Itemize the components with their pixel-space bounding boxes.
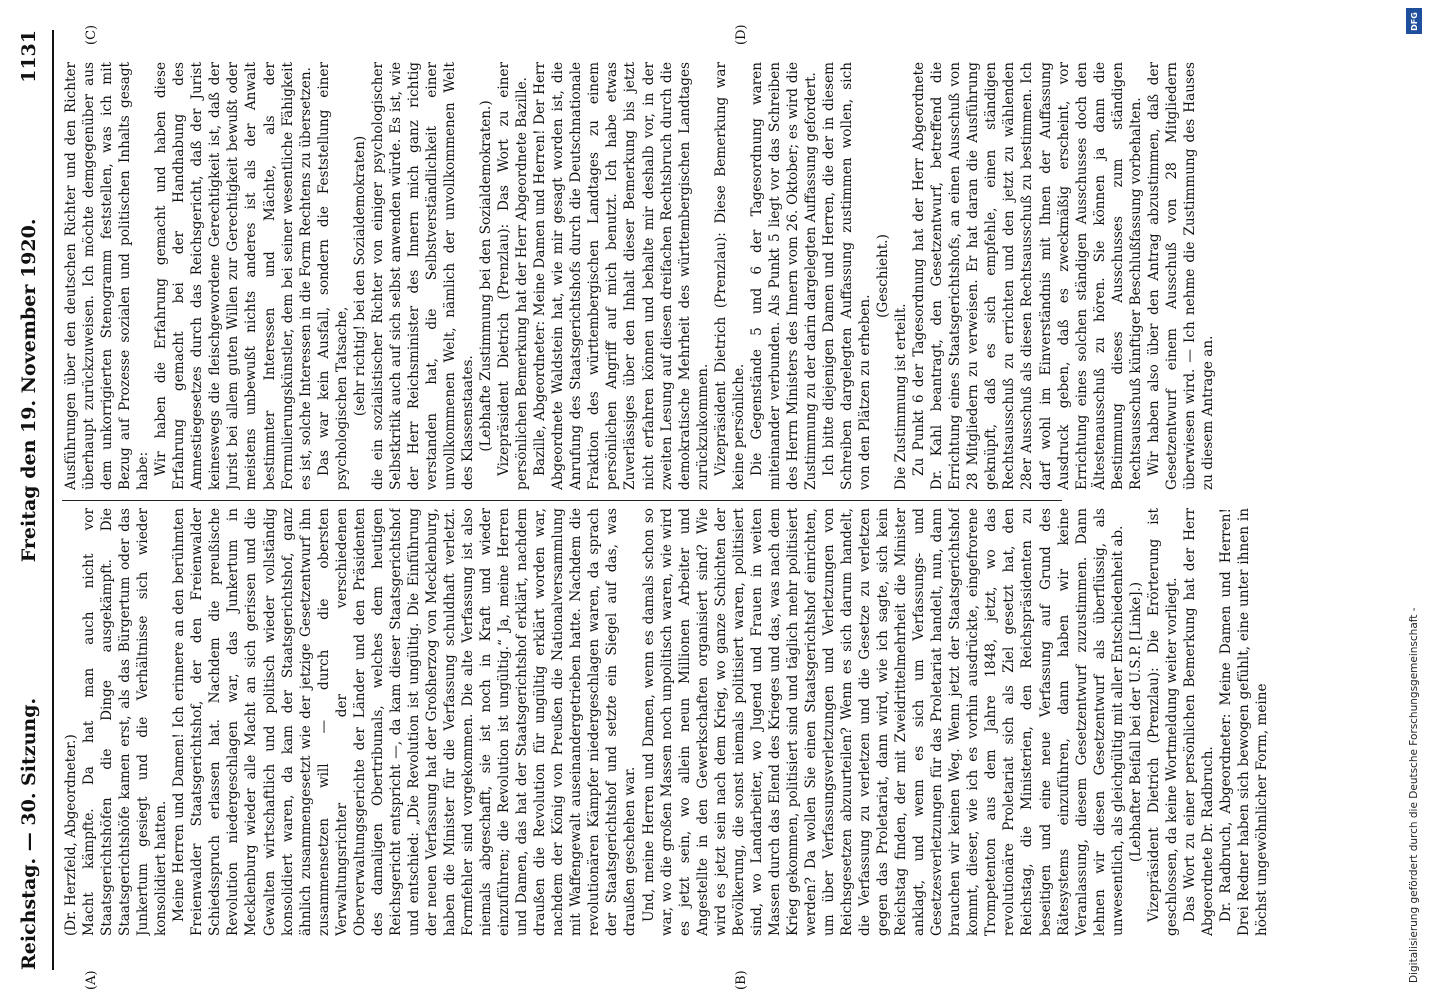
header-left: Reichstag. — 30. Sitzung. <box>18 697 40 970</box>
paragraph: Wir haben die Erfahrung gemacht und haben diese Erfahrung gemacht bei der Handhabung des Amnestiegesetzes durch das Reichsgericht, daß der Jurist keineswegs die fleischgewordene Gerechtigkeit ist, daß der Jurist bei allem guten Willen zur Gerechtigkeit bewußt oder meistens unbewußt nichts anderes ist als der Anwalt bestimmter Interessen und Mächte, als der Formulierungskünstler, dem bei seiner wesentliche Fähigkeit es ist, solche Interessen in die Form Rechtens zu übersetzen. <box>153 62 314 490</box>
reaction-line: (Geschieht.) <box>875 234 892 318</box>
right-column <box>62 62 1374 490</box>
dfg-logo: DFG <box>1406 8 1422 34</box>
margin-marker-d: (D) <box>734 24 749 45</box>
page-header <box>18 30 48 970</box>
paragraph: Die Gegenstände 5 und 6 der Tagesordnung waren miteinander verbunden. Als Punkt 5 liegt vor das Schreiben des Herrn Ministers des Innern vom 26. Oktober; es wird die Zustimmung zu der darin dargelegten Auffassung gefordert. <box>748 62 819 490</box>
paragraph: Und, meine Herren und Damen, wenn es damals schon so war, wo die großen Massen noch unpolitisch waren, wie wird es jetzt sein, wo allein neun Millionen Arbeiter und Angestellte in den Gewerkschaften organisiert sind? Wie wird es jetzt sein nach dem Krieg, wo ganze Schichten der Bevölkerung, die sonst niemals politisiert waren, politisiert sind, wo Landarbeiter, wo Jugend und Frauen in weiten Massen durch das Elend des Krieges und das, was nach dem Krieg gekommen, politisiert sind und täglich mehr politisiert werden? Da wollen Sie einen Staatsgerichtshof einrichten, um über Verfassungsverletzungen und Verletzungen von Reichsgesetzen abzuurteilen? Wenn es sich darum handelt, die Verfassung zu verletzen und die Gesetze zu verletzen gegen das Proletariat, dann wird, wie ich sagte, sich kein Reichstag finden, der mit Zweidrittelmehrheit die Minister anklagt, und wenn es sich um Verfassungs- und Gesetzesverletzungen für das Proletariat handelt, nun, dann brauchen wir keinen Weg. Wenn jetzt der Staatsgerichtshof kommt, dieser, wie ich es vorhin ausdrückte, eingefrorene Trompetenton aus dem Jahre 1848, jetzt, wo das revolutionäre Proletariat sich als Ziel gesetzt hat, den Reichstag, die Ministerien, den Reichspräsidenten zu beseitigen und eine neue Verfassung auf Grund des Rätesystems einzuführen, dann haben wir keine Veranlassung, diesem Gesetzentwurf zuzustimmen. Dann lehnen wir diesen Gesetzentwurf als überflüssig, als unwesentlich, als gleichgültig mit aller Entschiedenheit ab. <box>640 508 1126 936</box>
left-column <box>62 508 1374 936</box>
paragraph: Wir haben also über den Antrag abzustimmen, daß der Gesetzentwurf einem Ausschuß von 28 Mitgliedern überwiesen wird. — Ich nehme die Zustimmung des Hauses zu diesem Antrage an. <box>1145 62 1216 490</box>
margin-marker-b: (B) <box>734 970 749 990</box>
paragraph: Ich bitte diejenigen Damen und Herren, die der in diesem Schreiben dargelegten Auffassung zustimmen wollen, sich von den Plätzen zu erheben. <box>820 62 874 490</box>
reaction-line: (Lebhafter Beifall bei der U.S.P. [Linke].) <box>1127 581 1144 863</box>
paragraph: Vizepräsident Dietrich (Prenzlau): Die Erörterung ist geschlossen, da keine Wortmeldung weiter vorliegt. <box>1145 508 1180 936</box>
paragraph: die ein sozialistischer Richter von einiger psychologischer Selbstkritik auch auf sich selbst anwenden würde. Es ist, wie der Herr Reichsminister des Innern mich ganz richtig verstanden hat, die Selbstverständlichkeit einer unvollkommenen Welt, nämlich der unvollkommenen Welt des Klassenstaates. <box>369 62 477 490</box>
document-page <box>4 0 1384 1000</box>
paragraph: Dr. Radbruch, Abgeordneter: Meine Damen und Herren! Drei Redner haben sich bewogen gefühlt, eine unter ihnen in höchst ungewöhnlicher Form, meine <box>1218 508 1271 936</box>
reaction-line: (Lebhafte Zustimmung bei den Sozialdemokraten.) <box>478 100 495 452</box>
paragraph: Bazille, Abgeordneter: Meine Damen und Herren! Der Herr Abgeordnete Waldstein hat, wie mir gesagt worden ist, die Anrufung des Staatsgerichtshofs durch die Deutschnationale Fraktion des württembergischen Landtages zu einem persönlichen Angriff auf mich benutzt. Ich habe etwas Zuverlässiges über den Inhalt dieser Bemerkung bis jetzt nicht erfahren können und behalte mir deshalb vor, in der zweiten Lesung auf diesen dreifachen Rechtsbruch durch die demokratische Mehrheit des württembergischen Landtages zurückzukommen. <box>532 62 711 490</box>
header-center: Freitag den 19. November 1920. <box>18 218 40 563</box>
paragraph: Vizepräsident Dietrich (Prenzlau): Diese Bemerkung war keine persönliche. <box>712 62 747 490</box>
margin-marker-c: (C) <box>84 24 99 45</box>
column-divider <box>62 500 1062 501</box>
paragraph: Vizepräsident Dietrich (Prenzlau): Das Wort zu einer persönlichen Bemerkung hat der Herr Abgeordnete Bazille. <box>496 62 531 490</box>
paragraph: Die Zustimmung ist erteilt. <box>893 303 910 490</box>
digitization-sidebar <box>1396 8 1432 998</box>
page-number: 1131 <box>18 30 40 83</box>
paragraph: Zu Punkt 6 der Tagesordnung hat der Herr Abgeordnete Dr. Kahl beantragt, den Gesetzentwurf, betreffend die Errichtung eines Staatsgerichtshofs, an einen Ausschuß von 28 Mitgliedern zu verweisen. Er hat daran die Ausführung geknüpft, daß es sich empfehle, einen ständigen Rechtsausschuß zu errichten und den jetzt zu wählenden 28er Ausschuß als diesen Rechtsausschuß zu bestimmen. Ich darf wohl im Einverständnis mit Ihnen der Auffassung Ausdruck geben, daß es zweckmäßig erscheint, vor Errichtung eines solchen ständigen Ausschusses doch den Ältestenausschuß zu hören. Sie können ja dann die Bestimmung dieses Ausschusses zum ständigen Rechtsausschuß künftiger Beschlußfassung vorbehalten. <box>911 62 1144 490</box>
digitization-credit: Digitalisierung gefördert durch die Deutsche Forschungsgemeinschaft - <box>1408 607 1420 983</box>
paragraph: Das war kein Ausfall, sondern die Feststellung einer psychologischen Tatsache, <box>315 62 350 490</box>
header-rule <box>52 30 54 970</box>
margin-marker-a: (A) <box>84 970 99 990</box>
paragraph: Das Wort zu einer persönlichen Bemerkung hat der Herr Abgeordnete Dr. Radbruch. <box>1181 508 1216 936</box>
paragraph: Ausführungen über den deutschen Richter und den Richter überhaupt zurückzuweisen. Ich möchte demgegenüber aus dem unkorrigierten Stenogramm feststellen, was ich mit Bezug auf Prozesse sozialen und politischen Inhalts gesagt habe: <box>63 62 152 490</box>
paragraph: (Dr. Herzfeld, Abgeordneter.) <box>63 734 79 936</box>
paragraph: Meine Herren und Damen! Ich erinnere an den berühmten Freienwalder Staatsgerichtshof, der den Freienwalder Schiedsspruch erlassen hat. Nachdem die preußische Revolution niedergeschlagen war, das Junkertum in Mecklenburg wieder alle Macht an sich gerissen und die Gewalten wirtschaftlich und politisch wieder vollständig konsolidiert waren, da kam der Staatsgerichtshof, ganz ähnlich zusammengesetzt wie der jetzige Gesetzentwurf ihn zusammensetzen will — durch die obersten Verwaltungsrichter der verschiedenen Oberverwaltungsgerichte der Länder und den Präsidenten des damaligen Obertribunals, welches dem heutigen Reichsgericht entspricht —, da kam dieser Staatsgerichtshof und entschied: „Die Revolution ist ungültig. Die Einführung der neuen Verfassung hat der Großherzog von Mecklenburg, haben die Minister für die Verfassung schuldhaft verletzt. Formfehler sind vorgekommen. Die alte Verfassung ist also niemals abgeschafft, sie ist noch in Kraft und wieder einzuführen; die Revolution ist ungültig.“ Ja, meine Herren und Damen, das hat der Staatsgerichtshof erklärt, nachdem draußen die Revolution für ungültig erklärt worden war, nachdem der König von Preußen die Nationalversammlung mit Waffengewalt auseinandergetrieben hatte. Nachdem die revolutionären Kämpfer niedergeschlagen waren, da sprach der Staatsgerichtshof und setzte ein Siegel auf das, was draußen geschehen war. <box>171 508 639 936</box>
paragraph: Macht kämpfte. Da hat man auch nicht vor Staatsgerichtshöfen die Dinge ausgekämpft. Die Staatsgerichtshöfe kamen erst, als das Bürgertum oder das Junkertum gesiegt und die Verhältnisse sich wieder konsolidiert hatten. <box>81 508 170 936</box>
reaction-line: (sehr richtig! bei den Sozialdemokraten) <box>351 135 368 417</box>
